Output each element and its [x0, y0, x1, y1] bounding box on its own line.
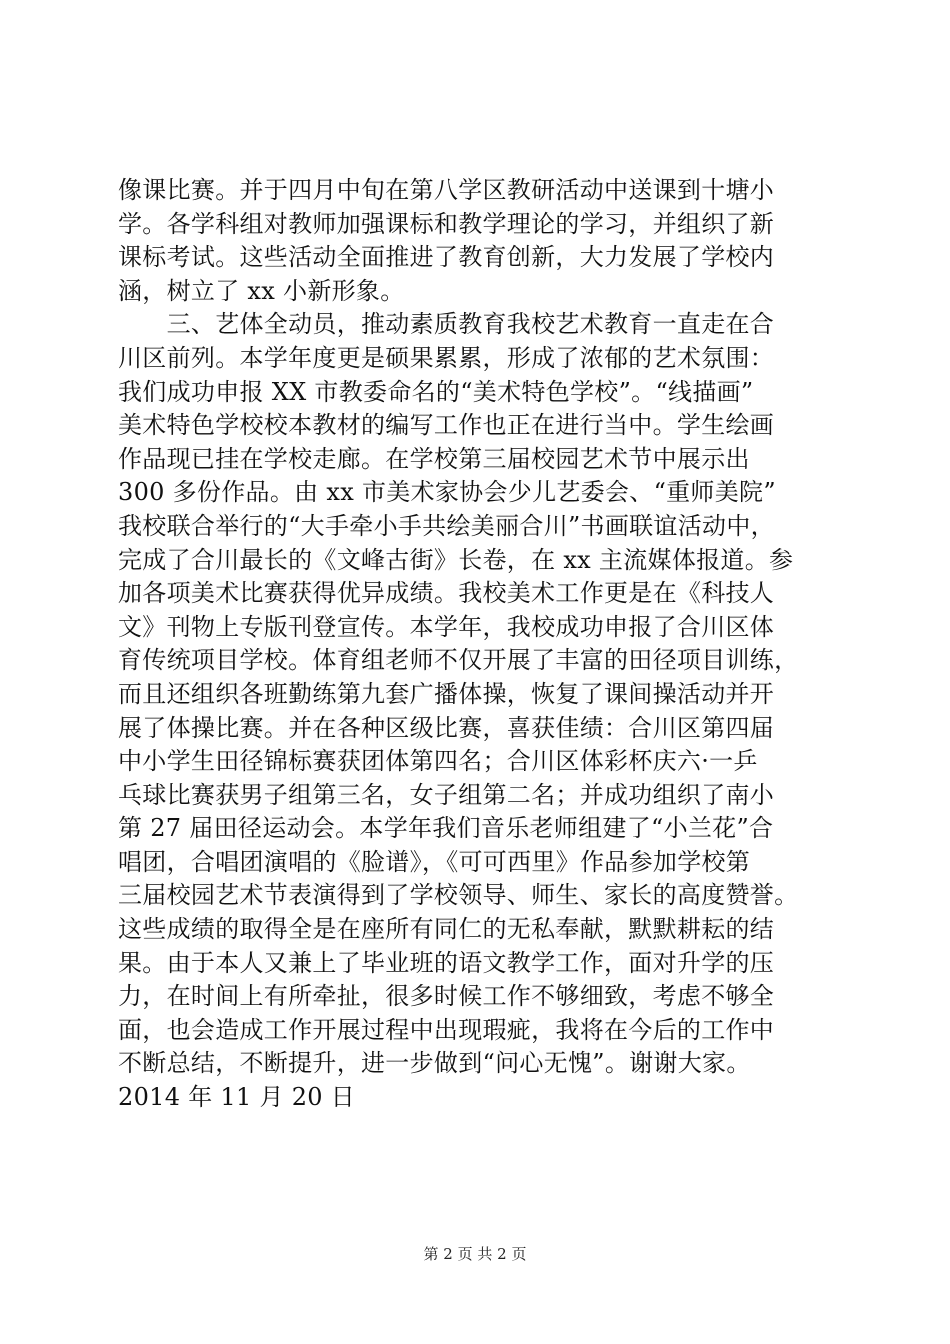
section-heading-line: 三、艺体全动员，推动素质教育我校艺术教育一直走在合: [118, 310, 775, 339]
text-line: 这些成绩的取得全是在座所有同仁的无私奉献，默默耕耘的结: [118, 915, 775, 944]
text-line: 文》刊物上专版刊登宣传。本学年，我校成功申报了合川区体: [118, 612, 775, 641]
text-line: 乓球比赛获男子组第三名，女子组第二名；并成功组织了南小: [118, 780, 775, 809]
text-line: 而且还组织各班勤练第九套广播体操，恢复了课间操活动并开: [118, 679, 775, 708]
page-footer: [0, 1244, 950, 1264]
text-line: 像课比赛。并于四月中旬在第八学区教研活动中送课到十塘小: [118, 176, 775, 204]
text-line: 不断总结，不断提升，进一步做到“问心无愧”。谢谢大家。: [118, 1049, 751, 1078]
text-line: 中小学生田径锦标赛获团体第四名；合川区体彩杯庆六·一乒: [118, 747, 758, 776]
text-line: 面，也会造成工作开展过程中出现瑕疵，我将在今后的工作中: [118, 1015, 775, 1044]
text-line: 涵，树立了 xx 小新形象。: [118, 276, 405, 305]
text-line: 我们成功申报 XX 市教委命名的“美术特色学校”。“线描画”: [118, 377, 754, 406]
text-line: 育传统项目学校。体育组老师不仅开展了丰富的田径项目训练，: [118, 646, 799, 675]
text-line: 作品现已挂在学校走廊。在学校第三届校园艺术节中展示出: [118, 444, 750, 473]
text-line: 300 多份作品。由 xx 市美术家协会少儿艺委会、“重师美院”: [118, 478, 776, 507]
text-line: 我校联合举行的“大手牵小手共绘美丽合川”书画联谊活动中，: [118, 511, 775, 540]
text-line: 第 27 届田径运动会。本学年我们音乐老师组建了“小兰花”合: [118, 814, 774, 843]
text-line: 力，在时间上有所牵扯，很多时候工作不够细致，考虑不够全: [118, 982, 775, 1011]
date-line: 2014 年 11 月 20 日: [118, 1083, 356, 1112]
text-line: 学。各学科组对教师加强课标和教学理论的学习，并组织了新: [118, 209, 775, 238]
text-line: 果。由于本人又兼上了毕业班的语文教学工作，面对升学的压: [118, 948, 775, 977]
text-line: 唱团，合唱团演唱的《脸谱》，《可可西里》作品参加学校第: [118, 847, 751, 876]
text-line: 课标考试。这些活动全面推进了教育创新，大力发展了学校内: [118, 243, 775, 272]
text-line: 三届校园艺术节表演得到了学校领导、师生、家长的高度赞誉。: [118, 881, 799, 910]
text-line: 完成了合川最长的《文峰古街》长卷，在 xx 主流媒体报道。参: [118, 545, 794, 574]
text-line: 加各项美术比赛获得优异成绩。我校美术工作更是在《科技人: [118, 579, 775, 608]
text-line: 展了体操比赛。并在各种区级比赛，喜获佳绩：合川区第四届: [118, 713, 775, 742]
text-line: 川区前列。本学年度更是硕果累累，形成了浓郁的艺术氛围：: [118, 343, 775, 372]
page-number: 第 2 页 共 2 页: [423, 1245, 527, 1263]
text-line: 美术特色学校校本教材的编写工作也正在进行当中。学生绘画: [118, 411, 775, 440]
body-text: [118, 174, 858, 1115]
